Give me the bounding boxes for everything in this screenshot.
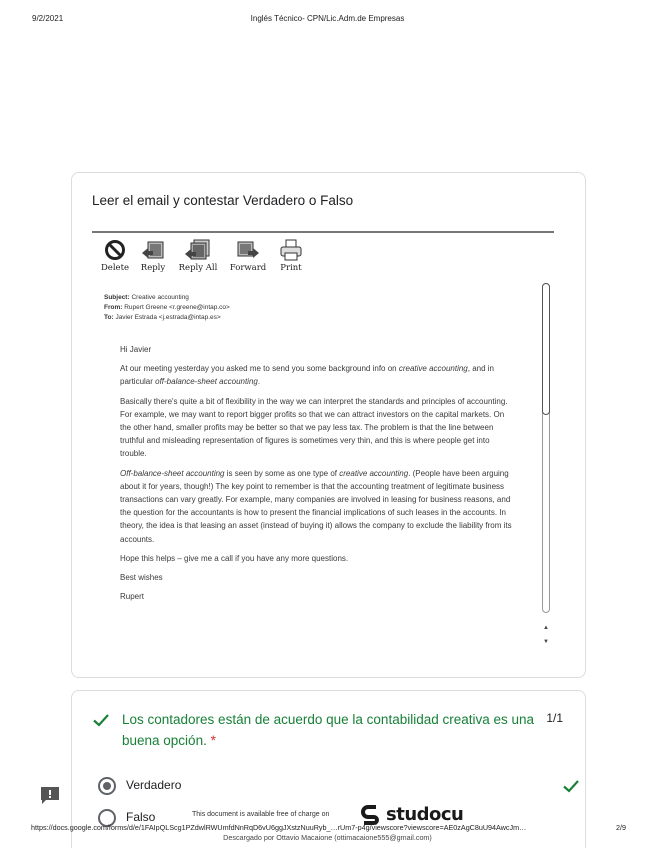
email-paragraph-3: Off-balance-sheet accounting is seen by some as one type of creative accounting. (People have been arguing about it for years, though!) The key point to remember is that the accounting treatment of legitimate business transactions can vary greatly. For example, many companies are involved in leasing for business reasons, and the question for the accountants is how to present the financial implications of such leases in the accounts. In theory, the idea is that leasing an asset (instead of buying it) allows the company to exclude the liability from its accounts. — [120, 468, 512, 544]
download-notice: Descargado por Ottavio Macaione (ottimacaione555@gmail.com) — [223, 833, 432, 842]
to-value: Javier Estrada <j.estrada@intap.es> — [115, 314, 221, 321]
section-title: Leer el email y contestar Verdadero o Falso — [92, 193, 354, 208]
email-greeting: Hi Javier — [120, 345, 152, 354]
scroll-down-arrow-icon[interactable]: ▼ — [543, 639, 549, 645]
delete-label: Delete — [100, 263, 130, 273]
studocu-wordmark: studocu — [386, 804, 464, 825]
option-label: Falso — [126, 810, 156, 824]
scroll-thumb[interactable] — [542, 283, 550, 415]
to-label: To: — [104, 314, 114, 321]
subject-label: Subject: — [104, 294, 130, 301]
studocu-note: This document is available free of charge on — [192, 811, 330, 818]
print-header — [0, 14, 655, 28]
option-verdadero[interactable] — [98, 775, 538, 797]
email-signature: Rupert — [120, 592, 145, 602]
delete-button[interactable] — [100, 239, 130, 273]
correct-check-icon — [92, 711, 110, 729]
reply-all-icon — [184, 239, 212, 261]
reply-icon — [140, 239, 166, 261]
forward-label: Forward — [229, 263, 267, 273]
option-correct-check-icon — [562, 777, 580, 795]
email-headers — [104, 293, 230, 323]
print-url: https://docs.google.com/forms/d/e/1FAIpQLScg1PZdwlRWUmfdNnRqD6vU6ggJXstzNuuRyb_…rUm7-p4g/viewscore?viewscore=AE0zAgC8uU94AwcJm… — [31, 823, 527, 832]
from-value: Rupert Greene <r.greene@intap.co> — [124, 304, 230, 311]
email-screenshot — [92, 231, 554, 656]
question-score: 1/1 — [546, 711, 563, 725]
email-toolbar — [100, 239, 330, 279]
from-line — [104, 303, 230, 313]
print-icon — [279, 239, 303, 261]
email-paragraph-2: Basically there's quite a bit of flexibility in the way we can interpret the standards and principles of accounting. For example, we may want to report bigger profits so that we can attract investors on the capital markets. On the other hand, smaller profits may be better so that we pay less tax. The problem is that the line between truthful and misleading representation of figures is sometimes very thin, and this is where people get into trouble. — [120, 396, 508, 459]
feedback-icon[interactable] — [39, 785, 61, 805]
print-title: Inglés Técnico- CPN/Lic.Adm.de Empresas — [250, 14, 405, 23]
required-mark: * — [210, 733, 216, 748]
print-page-number: 2/9 — [616, 823, 626, 832]
email-signoff: Best wishes — [120, 573, 163, 583]
reply-button[interactable] — [138, 239, 168, 273]
print-button[interactable] — [276, 239, 306, 273]
email-scrollbar[interactable] — [540, 283, 552, 651]
reply-all-label: Reply All — [178, 263, 218, 273]
forward-icon — [235, 239, 261, 261]
email-paragraph-4: Hope this helps – give me a call if you have any more questions. — [120, 553, 349, 563]
print-date: 9/2/2021 — [32, 14, 64, 23]
subject-line — [104, 293, 230, 303]
option-label: Verdadero — [126, 778, 182, 792]
subject-value: Creative accounting — [131, 294, 189, 301]
delete-icon — [104, 239, 126, 261]
to-line — [104, 313, 230, 323]
print-label: Print — [280, 263, 302, 273]
section-card — [71, 172, 586, 678]
email-paragraph-1: At our meeting yesterday you asked me to send you some background info on creative accounting, and in particular off-balance-sheet accounting. — [120, 364, 495, 387]
from-label: From: — [104, 304, 123, 311]
reply-all-button[interactable] — [176, 239, 220, 273]
radio-selected[interactable] — [98, 777, 116, 795]
scroll-up-arrow-icon[interactable]: ▲ — [543, 625, 549, 631]
email-body — [120, 343, 512, 609]
reply-label: Reply — [140, 263, 166, 273]
question-label: Los contadores están de acuerdo que la contabilidad creativa es una buena opción. — [122, 712, 535, 748]
forward-button[interactable] — [228, 239, 268, 273]
question-text — [122, 709, 542, 751]
